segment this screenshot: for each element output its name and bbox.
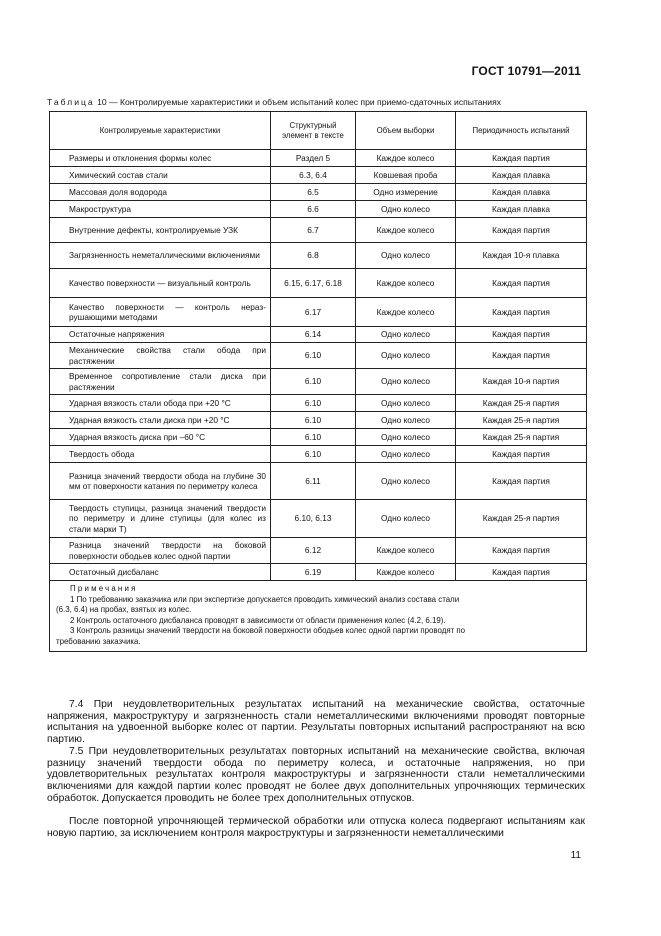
table-header-row — [50, 112, 587, 150]
cell-element: 6.11 — [271, 463, 356, 500]
cell-frequency: Каждая партия — [456, 564, 587, 581]
cell-frequency: Каждая 25-я партия — [456, 395, 587, 412]
cell-element: 6.10 — [271, 369, 356, 395]
cell-sample: Одно колесо — [356, 500, 456, 538]
cell-frequency: Каждая 25-я партия — [456, 500, 587, 538]
cell-frequency: Каждая плавка — [456, 201, 587, 218]
cell-element: 6.10 — [271, 412, 356, 429]
table-row — [50, 500, 587, 538]
table-caption-text: 10 — Контролируемые характеристики и объем испытаний колес при приемо-сдаточных испытаниях — [94, 97, 502, 107]
cell-sample: Каждое колесо — [356, 269, 456, 298]
cell-characteristic: Качество поверхности — визуальный контроль — [50, 269, 271, 298]
cell-characteristic: Химический состав стали — [50, 167, 271, 184]
table-row — [50, 298, 587, 327]
cell-element: 6.10, 6.13 — [271, 500, 356, 538]
paragraph-7-4 — [47, 699, 585, 746]
table-row — [50, 167, 587, 184]
note-2: 2 Контроль остаточного дисбаланса проводят в зависимости от области применения колес (4.2, 6.19). — [70, 615, 446, 625]
cell-sample: Одно колесо — [356, 446, 456, 463]
table-row — [50, 201, 587, 218]
table-row — [50, 184, 587, 201]
cell-sample: Каждое колесо — [356, 150, 456, 167]
table-row — [50, 538, 587, 564]
cell-element: 6.10 — [271, 343, 356, 369]
notes-title: Примечания — [70, 584, 138, 593]
table-row — [50, 564, 587, 581]
table-notes — [50, 581, 587, 652]
cell-characteristic: Качество поверхности — контроль неразрушающими методами — [50, 298, 271, 327]
cell-frequency: Каждая 10-я партия — [456, 369, 587, 395]
paragraph-7-5 — [47, 746, 585, 805]
cell-frequency: Каждая партия — [456, 150, 587, 167]
cell-frequency: Каждая плавка — [456, 167, 587, 184]
cell-element: 6.8 — [271, 243, 356, 269]
paragraph-7-5-text: 7.5 При неудовлетворительных результатах повторных испытаний на механические свойства, включая разницу значений твердости обода по периметру колеса, и остаточные напряжения, но при удовлетворительных результатах контроля макроструктуры и загрязненности стали неметаллическими включениями для каждой партии колес проводят не более двух дополнительных упрочняющих термических обработок. Допускается проводить не более трех дополнительных отпусков. — [47, 746, 585, 804]
cell-sample: Одно колесо — [356, 369, 456, 395]
characteristics-table — [49, 111, 587, 652]
table-row — [50, 412, 587, 429]
cell-frequency: Каждая партия — [456, 269, 587, 298]
cell-characteristic: Твердость ступицы, разница значений твердости по периметру и длине ступицы (для колес из стали марки Т) — [50, 500, 271, 538]
cell-frequency: Каждая партия — [456, 218, 587, 243]
cell-element: 6.5 — [271, 184, 356, 201]
cell-sample: Каждое колесо — [356, 298, 456, 327]
cell-frequency: Каждая партия — [456, 446, 587, 463]
cell-sample: Одно колесо — [356, 343, 456, 369]
cell-element: 6.3, 6.4 — [271, 167, 356, 184]
cell-characteristic: Остаточный дисбаланс — [50, 564, 271, 581]
cell-element: 6.7 — [271, 218, 356, 243]
note-1-continuation: (6.3, 6.4) на пробах, взятых из колес. — [56, 605, 192, 615]
cell-sample: Каждое колесо — [356, 564, 456, 581]
table-row — [50, 327, 587, 343]
cell-element: Раздел 5 — [271, 150, 356, 167]
cell-frequency: Каждая 25-я партия — [456, 429, 587, 446]
table-row — [50, 463, 587, 500]
page-number: 11 — [570, 850, 581, 861]
cell-characteristic: Остаточные напряжения — [50, 327, 271, 343]
paragraph-continuation — [47, 816, 585, 839]
cell-sample: Одно колесо — [356, 243, 456, 269]
cell-frequency: Каждая партия — [456, 327, 587, 343]
cell-sample: Одно колесо — [356, 395, 456, 412]
cell-sample: Одно колесо — [356, 327, 456, 343]
cell-sample: Одно измерение — [356, 184, 456, 201]
cell-element: 6.14 — [271, 327, 356, 343]
cell-frequency: Каждая плавка — [456, 184, 587, 201]
cell-frequency: Каждая партия — [456, 463, 587, 500]
cell-characteristic: Массовая доля водорода — [50, 184, 271, 201]
cell-characteristic: Загрязненность неметаллическими включениями — [50, 243, 271, 269]
cell-characteristic: Механические свойства стали обода при растяжении — [50, 343, 271, 369]
cell-sample: Каждое колесо — [356, 218, 456, 243]
cell-sample: Ковшевая проба — [356, 167, 456, 184]
cell-element: 6.10 — [271, 429, 356, 446]
cell-element: 6.17 — [271, 298, 356, 327]
cell-sample: Одно колесо — [356, 429, 456, 446]
table-row — [50, 150, 587, 167]
cell-characteristic: Временное сопротивление стали диска при растяжении — [50, 369, 271, 395]
note-3: 3 Контроль разницы значений твердости на боковой поверхности ободьев колес одной партии проводят по — [70, 626, 466, 636]
table-row — [50, 218, 587, 243]
cell-characteristic: Ударная вязкость диска при –60 °С — [50, 429, 271, 446]
cell-frequency: Каждая партия — [456, 343, 587, 369]
cell-characteristic: Ударная вязкость стали обода при +20 °С — [50, 395, 271, 412]
note-1: 1 По требованию заказчика или при экспертизе допускается проводить химический анализ состава стали — [70, 594, 460, 604]
cell-characteristic: Твердость обода — [50, 446, 271, 463]
cell-characteristic: Внутренние дефекты, контролируемые УЗК — [50, 218, 271, 243]
cell-element: 6.10 — [271, 395, 356, 412]
cell-frequency: Каждая партия — [456, 298, 587, 327]
column-header-characteristic: Контролируемые характеристики — [50, 112, 271, 150]
cell-characteristic: Разница значений твердости обода на глубине 30 мм от поверхности катания по периметру колеса — [50, 463, 271, 500]
cell-element: 6.15, 6.17, 6.18 — [271, 269, 356, 298]
cell-characteristic: Ударная вязкость стали диска при +20 °С — [50, 412, 271, 429]
table-row — [50, 243, 587, 269]
paragraph-7-4-text: 7.4 При неудовлетворительных результатах испытаний на механические свойства, остаточные напряжения, макроструктуру и загрязненность стали неметаллическими включениями проводят повторные испытания на удвоенной выборке колес от партии. Результаты повторных испытаний распространяют на всю партию. — [47, 699, 585, 746]
table-caption-word: Таблица — [47, 97, 95, 107]
cell-sample: Одно колесо — [356, 463, 456, 500]
column-header-frequency: Периодичность испытаний — [456, 112, 587, 150]
cell-characteristic: Разница значений твердости на боковой поверхности ободьев колес одной партии — [50, 538, 271, 564]
table-caption — [47, 97, 587, 107]
paragraph-continuation-text: После повторной упрочняющей термической обработки или отпуска колеса подвергают испытаниям как новую партию, за исключением контроля макроструктуры и загрязненности неметаллическими — [47, 816, 585, 839]
column-header-element: Структурный элемент в тексте — [271, 112, 356, 150]
table-row — [50, 395, 587, 412]
cell-frequency: Каждая 25-я партия — [456, 412, 587, 429]
cell-sample: Одно колесо — [356, 412, 456, 429]
cell-frequency: Каждая партия — [456, 538, 587, 564]
table-row — [50, 343, 587, 369]
table-row — [50, 269, 587, 298]
cell-sample: Каждое колесо — [356, 538, 456, 564]
cell-element: 6.12 — [271, 538, 356, 564]
table-row — [50, 369, 587, 395]
note-3-continuation: требованию заказчика. — [56, 636, 141, 646]
cell-frequency: Каждая 10-я плавка — [456, 243, 587, 269]
cell-element: 6.6 — [271, 201, 356, 218]
table-notes-row — [50, 581, 587, 652]
table-row — [50, 446, 587, 463]
document-code: ГОСТ 10791—2011 — [471, 64, 581, 78]
table-row — [50, 429, 587, 446]
cell-element: 6.10 — [271, 446, 356, 463]
cell-element: 6.19 — [271, 564, 356, 581]
cell-sample: Одно колесо — [356, 201, 456, 218]
column-header-sample: Объем выборки — [356, 112, 456, 150]
cell-characteristic: Макроструктура — [50, 201, 271, 218]
cell-characteristic: Размеры и отклонения формы колес — [50, 150, 271, 167]
